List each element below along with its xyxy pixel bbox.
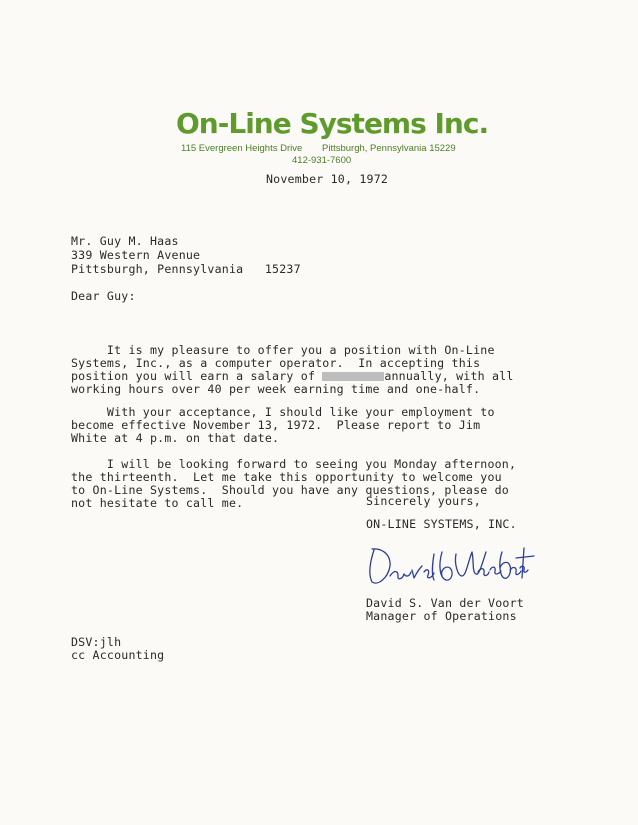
- letterhead-phone: 412-931-7600: [292, 155, 352, 166]
- paragraph-1-line-3a: position you will earn a salary of: [71, 369, 316, 383]
- signer-name: David S. Van der Voort: [366, 596, 524, 610]
- paragraph-2-line-1: With your acceptance, I should like your employment to: [71, 405, 495, 419]
- cc-line: cc Accounting: [71, 648, 165, 662]
- typist-initials: DSV:jlh: [71, 635, 122, 649]
- closing-company: ON-LINE SYSTEMS, INC.: [366, 517, 517, 531]
- recipient-city: Pittsburgh, Pennsylvania 15237: [71, 262, 301, 276]
- letterhead-street: 115 Evergreen Heights Drive: [181, 143, 303, 154]
- letter-date: November 10, 1972: [266, 172, 389, 186]
- paragraph-1-line-2: Systems, Inc., as a computer operator. In accepting this: [71, 356, 481, 370]
- paragraph-2-line-3: White at 4 p.m. on that date.: [71, 431, 280, 445]
- recipient-street: 339 Western Avenue: [71, 248, 201, 262]
- paragraph-2-line-2: become effective November 13, 1972. Please report to Jim: [71, 418, 481, 432]
- salutation: Dear Guy:: [71, 289, 136, 303]
- paragraph-3-line-4: not hesitate to call me.: [71, 496, 244, 510]
- recipient-name: Mr. Guy M. Haas: [71, 234, 179, 248]
- company-logo: On-Line Systems Inc.: [176, 107, 489, 140]
- paragraph-3-line-3: to On-Line Systems. Should you have any questions, please do: [71, 483, 509, 497]
- complimentary-close: Sincerely yours,: [366, 494, 481, 508]
- paragraph-1-line-3b: annually, with all: [384, 369, 514, 383]
- paragraph-1-line-4: working hours over 40 per week earning time and one-half.: [71, 382, 481, 396]
- paragraph-3-line-1: I will be looking forward to seeing you Monday afternoon,: [71, 457, 517, 471]
- paragraph-3-line-2: the thirteenth. Let me take this opportunity to welcome you: [71, 470, 502, 484]
- paragraph-1-line-1: It is my pleasure to offer you a position with On-Line: [71, 343, 495, 357]
- signer-title: Manager of Operations: [366, 609, 517, 623]
- handwritten-signature: [360, 540, 540, 592]
- letterhead-city: Pittsburgh, Pennsylvania 15229: [322, 143, 456, 154]
